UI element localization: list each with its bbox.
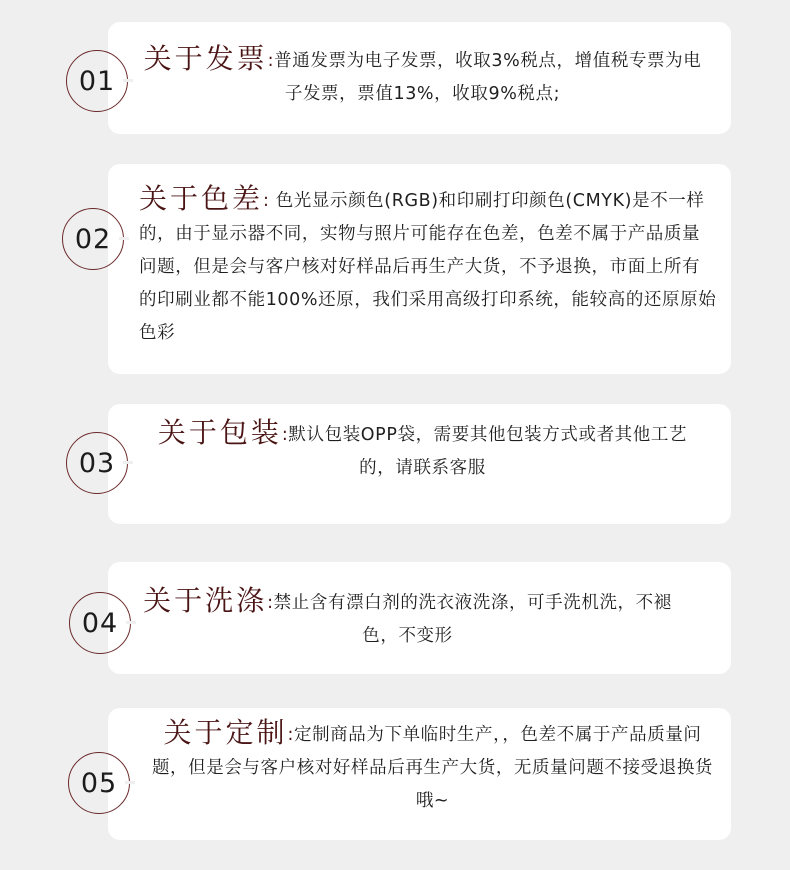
section-title-colon: :: [287, 725, 294, 745]
section-text-block: [139, 182, 717, 350]
section-number-badge: 05: [68, 752, 130, 814]
section-text-block: [140, 42, 705, 111]
section-text-block: [135, 584, 680, 653]
section-text-block: [150, 716, 715, 818]
section-number-badge: 01: [66, 50, 128, 112]
section-body-text: 色光显示颜色(RGB)和印刷打印颜色(CMYK)是不一样的，由于显示器不同，实物与照片可能存在色差，色差不属于产品质量问题，但是会与客户核对好样品后再生产大货，不予退换，市面上所有的印刷业都不能100%还原，我们采用高级打印系统，能较高的还原原始色彩: [139, 191, 717, 343]
section-body-text: 默认包装OPP袋，需要其他包装方式或者其他工艺的，请联系客服: [288, 425, 688, 478]
section-title-colon: :: [267, 593, 274, 613]
section-title-colon: :: [281, 425, 289, 445]
section-number-badge: 04: [69, 592, 131, 654]
section-body-text: 禁止含有漂白剂的洗衣液洗涤，可手洗机洗，不褪色，不变形: [273, 593, 672, 646]
section-title: 关于包装: [157, 416, 282, 449]
section-text-block: [140, 416, 705, 485]
section-title: 关于发票: [143, 42, 268, 75]
section-title-colon: :: [263, 191, 276, 211]
section-title: 关于定制: [163, 716, 288, 749]
section-body-text: 定制商品为下单临时生产，，色差不属于产品质量问题，但是会与客户核对好样品后再生产大货，无质量问题不接受退换货哦~: [151, 725, 714, 811]
section-number-badge: 03: [66, 432, 128, 494]
section-title-colon: :: [267, 51, 275, 71]
section-number-badge: 02: [62, 208, 124, 270]
section-title: 关于色差: [139, 182, 264, 215]
section-body-text: 普通发票为电子发票，收取3%税点，增值税专票为电子发票，票值13%，收取9%税点;: [274, 51, 702, 104]
section-title: 关于洗涤: [143, 584, 268, 617]
